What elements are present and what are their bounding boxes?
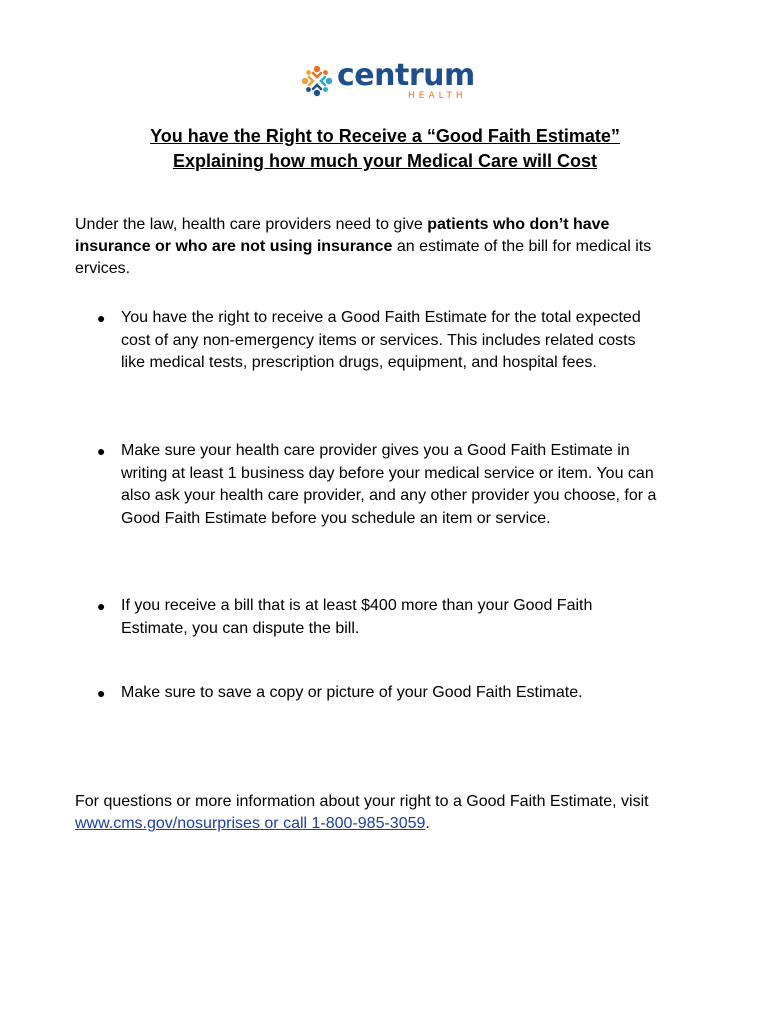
cms-nosurprises-link[interactable]: www.cms.gov/nosurprises or call 1-800-985-3059 — [75, 815, 426, 832]
list-item-text: If you receive a bill that is at least $400 more than your Good Faith Estimate, you can dispute the bill. — [121, 597, 593, 637]
centrum-health-logo — [300, 58, 480, 104]
bullet-dot-icon: ● — [97, 310, 106, 326]
footer-period: . — [425, 815, 430, 832]
list-item-text: Make sure to save a copy or picture of your Good Faith Estimate. — [121, 684, 583, 701]
page-title-line-1: You have the Right to Receive a “Good Faith Estimate” — [150, 126, 620, 146]
bullet-dot-icon: ● — [97, 443, 106, 459]
people-circle-logo-icon — [300, 64, 334, 98]
footer-text: For questions or more information about your right to a Good Faith Estimate, visit — [75, 793, 649, 810]
bullet-dot-icon: ● — [97, 685, 106, 701]
bullet-dot-icon: ● — [97, 598, 106, 614]
footer-paragraph — [75, 791, 695, 835]
intro-text-end: an estimate of the bill for medical its ervices. — [75, 238, 652, 277]
logo-wordmark: centrum — [337, 58, 475, 93]
intro-text-start: Under the law, health care providers need to give — [75, 216, 428, 233]
list-item-text: You have the right to receive a Good Faith Estimate for the total expected cost of any non-emergency items or services. This includes related costs like medical tests, prescription drugs, equipment, and hospital fees. — [121, 309, 641, 371]
intro-paragraph — [75, 214, 685, 280]
page-title-line-2: Explaining how much your Medical Care will Cost — [172, 151, 598, 171]
intro-bold-text: patients who don’t have insurance or who are not using insurance — [75, 216, 610, 255]
logo-subtitle: HEALTH — [408, 91, 467, 101]
list-item-text: Make sure your health care provider gives you a Good Faith Estimate in writing at least 1 business day before your medical service or item. You can also ask your health care provider, and any other provider you choose, for a Good Faith Estimate before you schedule an item or service. — [121, 442, 657, 527]
